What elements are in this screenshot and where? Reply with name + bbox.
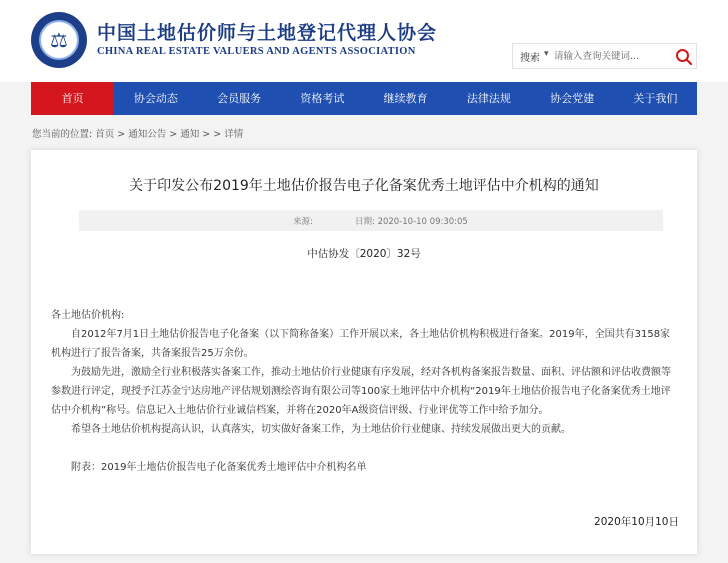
- article-source: 来源:: [293, 217, 313, 227]
- paragraph: 为鼓励先进，激励全行业积极落实备案工作，推动土地估价行业健康有序发展，经对各机构备案报告数量、面积、评估额和评估收费额等参数进行评定，现授予江苏金宁达房地产评估规划测绘咨询有限公司等100家土地评估中介机构“2019年土地估价报告电子化备案优秀土地评估中介机构”称号。信息记入土地估价行业诚信档案，并将在2020年A级资信评级、行业评优等工作中给予加分。: [51, 367, 671, 416]
- nav-item-home[interactable]: 首页: [31, 82, 114, 115]
- site-header: [0, 0, 728, 82]
- nav-item-about[interactable]: 关于我们: [633, 92, 678, 105]
- salutation: 各土地估价机构:: [51, 310, 125, 321]
- org-name-en: CHINA REAL ESTATE VALUERS AND AGENTS ASSOCIATION: [97, 46, 416, 57]
- attachment-link[interactable]: 附表：2019年土地估价报告电子化备案优秀土地评估中介机构名单: [71, 462, 367, 473]
- main-nav: [31, 82, 697, 115]
- signed-date: 2020年10月10日: [594, 516, 679, 528]
- breadcrumb[interactable]: 您当前的位置: 首页 > 通知公告 > 通知 > > 详情: [32, 129, 244, 140]
- search-input[interactable]: [554, 47, 664, 65]
- search-icon[interactable]: [674, 47, 694, 67]
- org-name-cn: 中国土地估价师与土地登记代理人协会: [97, 22, 438, 44]
- search-box: [512, 43, 697, 69]
- association-emblem-icon[interactable]: ⚖: [31, 12, 87, 68]
- nav-item-party[interactable]: 协会党建: [550, 92, 595, 105]
- article-date: 日期: 2020-10-10 09:30:05: [355, 217, 468, 227]
- chevron-down-icon[interactable]: ▾: [544, 49, 549, 59]
- article-card: [31, 150, 697, 554]
- nav-item-laws[interactable]: 法律法规: [466, 92, 511, 105]
- document-number: 中估协发〔2020〕32号: [307, 248, 421, 260]
- article-body: [51, 306, 679, 477]
- paragraph: 自2012年7月1日土地估价报告电子化备案（以下简称备案）工作开展以来，各土地估价机构积极进行备案。2019年，全国共有3158家机构进行了报告备案，共备案报告25万余份。: [51, 329, 671, 359]
- article-meta: [79, 210, 663, 231]
- article-title: 关于印发公布2019年土地估价报告电子化备案优秀土地评估中介机构的通知: [129, 178, 599, 194]
- nav-item-member-services[interactable]: 会员服务: [217, 92, 262, 105]
- nav-item-exams[interactable]: 资格考试: [300, 92, 345, 105]
- nav-item-news[interactable]: 协会动态: [133, 92, 178, 105]
- paragraph: 希望各土地估价机构提高认识，认真落实，切实做好备案工作，为土地估价行业健康、持续发展做出更大的贡献。: [71, 424, 571, 435]
- search-type-select[interactable]: 搜索: [520, 53, 540, 64]
- nav-item-education[interactable]: 继续教育: [383, 92, 428, 105]
